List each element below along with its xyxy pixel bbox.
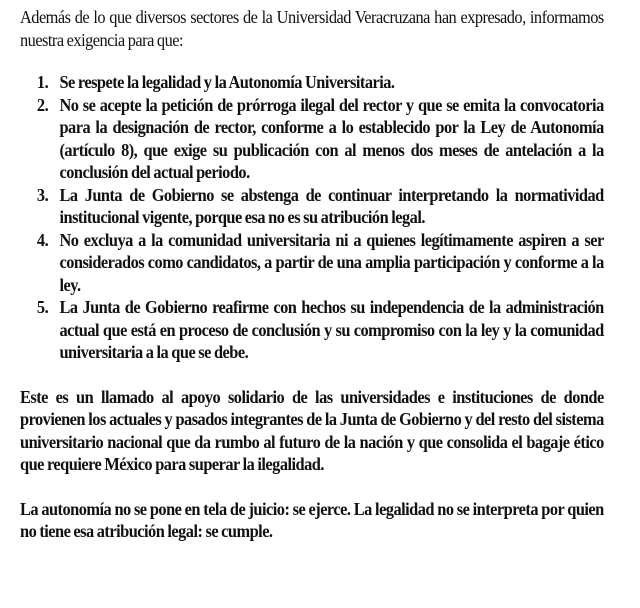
list-item [36,296,604,364]
list-item-text: Se respete la legalidad y la Autonomía Universitaria. [59,72,395,92]
list-item-number: 3. [36,184,49,205]
list-item [36,94,604,184]
list-item-number: 1. [36,72,49,92]
demands-list [20,71,604,364]
list-item-number: 4. [36,229,49,250]
closing-paragraph: La autonomía no se pone en tela de juicio: se ejerce. La legalidad no se interpreta por quien no tiene esa atribución legal: se cumple. [20,498,604,541]
call-to-support-paragraph: Este es un llamado al apoyo solidario de las universidades e instituciones de donde provienen los actuales y pasados integrantes de la Junta de Gobierno y del resto del sistema universitario nacional que da rumbo al futuro de la nación y que consolida el bagaje ético que requiere México para superar la ilegalidad. [20,386,604,474]
list-item [36,71,603,94]
list-item-text: No se acepte la petición de prórroga ilegal del rector y que se emita la convocatoria para la designación de rector, conforme a lo establecido por la Ley de Autonomía (artículo 8), que exige su publicación con al menos dos meses de antelación a la conclusión del actual periodo. [59,94,604,182]
list-item-number: 2. [36,94,49,115]
list-item-text: La Junta de Gobierno reafirme con hechos su independencia de la administración actual que está en proceso de conclusión y su compromiso con la ley y la comunidad universitaria a la que se debe. [59,297,604,362]
list-item-text: La Junta de Gobierno se abstenga de continuar interpretando la normatividad institucional vigente, porque esa no es su atribución legal. [59,184,604,227]
intro-paragraph: Además de lo que diversos sectores de la Universidad Veracruzana han expresado, informamos nuestra exigencia para que: [20,7,604,50]
document-body [20,6,604,543]
list-item [36,184,604,229]
list-item-text: No excluya a la comunidad universitaria ni a quienes legítimamente aspiren a ser considerados como candidatos, a partir de una amplia participación y conforme a la ley. [59,229,604,295]
list-item-number: 5. [36,297,49,317]
list-item [36,229,604,297]
